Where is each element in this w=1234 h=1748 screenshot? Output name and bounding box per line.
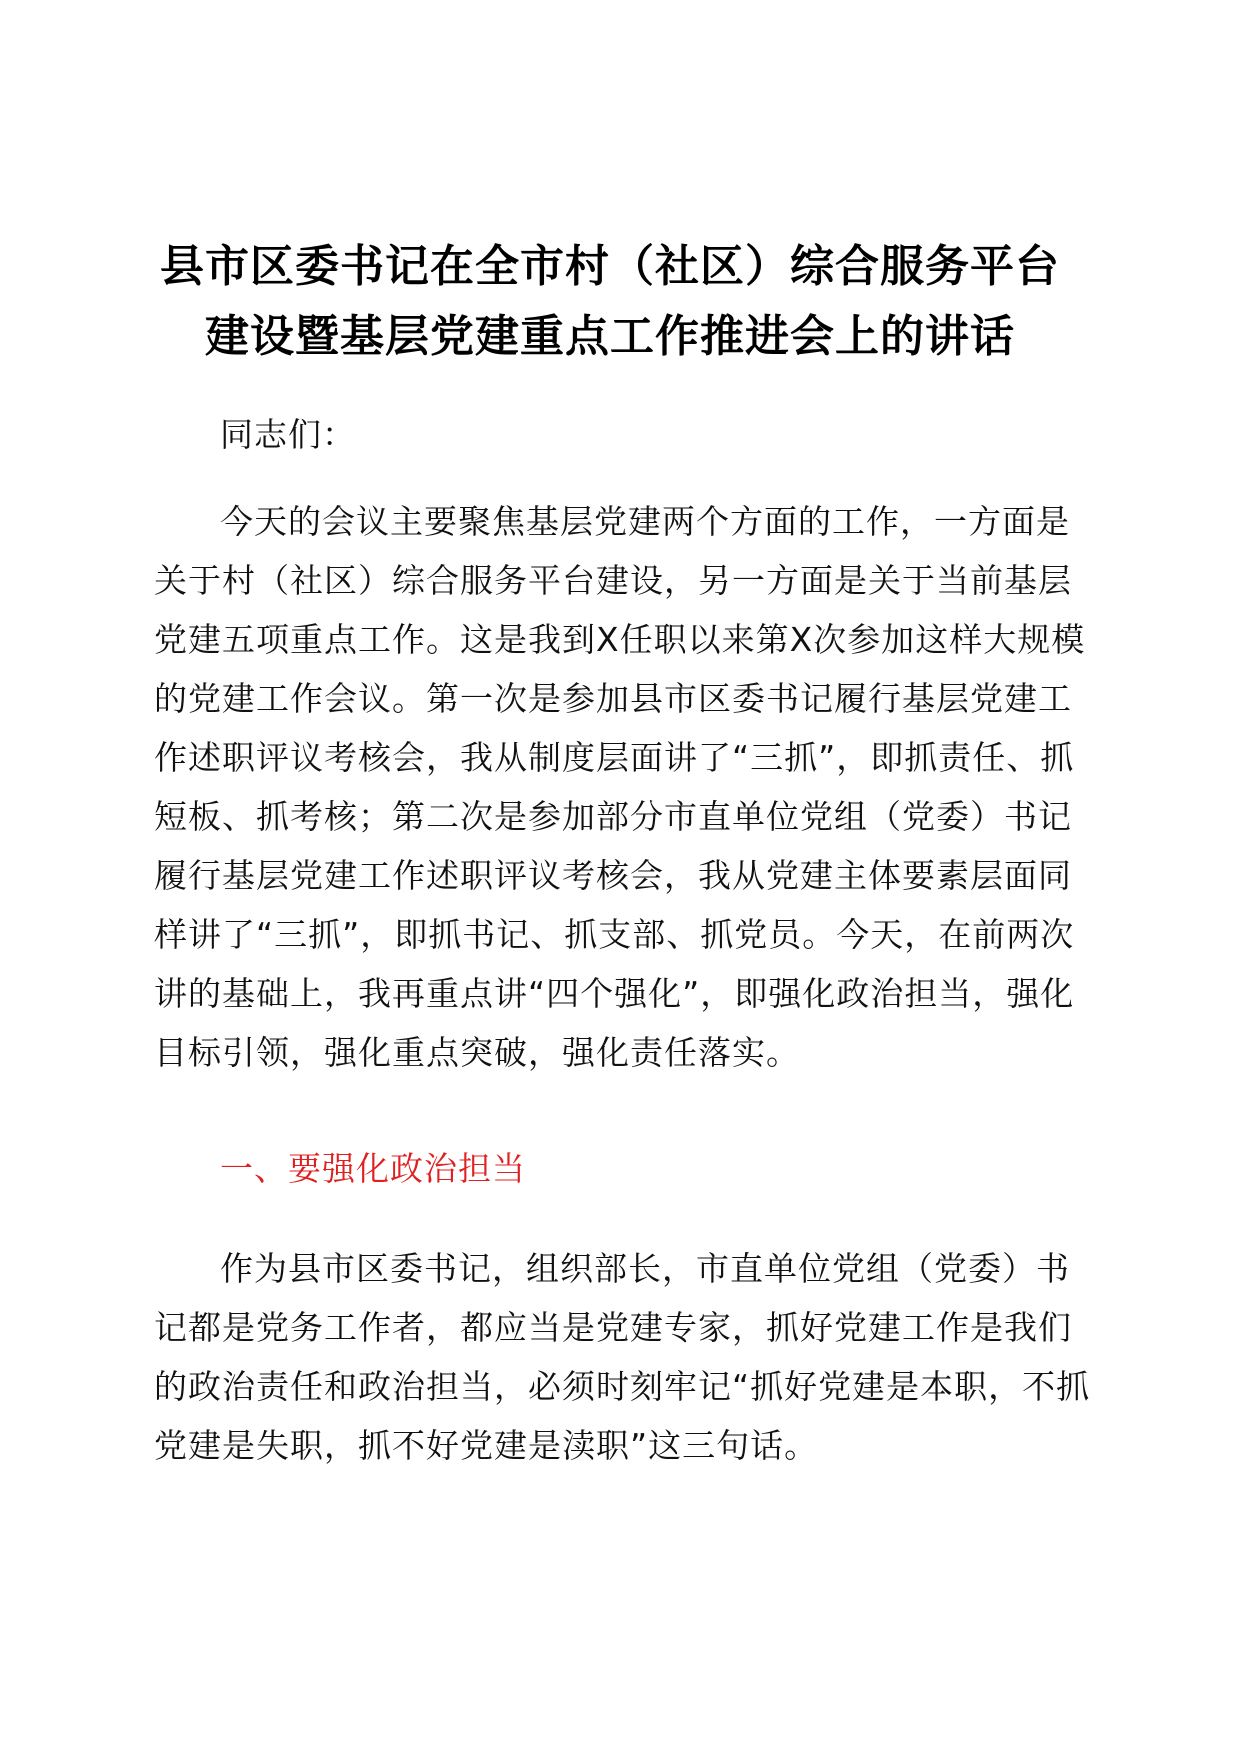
salutation: 同志们： bbox=[220, 415, 356, 454]
title-line-2: 建设暨基层党建重点工作推进会上的讲话 bbox=[205, 311, 1015, 362]
section-heading-1: 一、要强化政治担当 bbox=[220, 1149, 526, 1188]
title-line-1: 县市区委书记在全市村（社区）综合服务平台 bbox=[160, 241, 1060, 292]
document-title bbox=[140, 232, 1080, 372]
body-paragraph-1: 今天的会议主要聚焦基层党建两个方面的工作，一方面是关于村（社区）综合服务平台建设，另一方面是关于当前基层党建五项重点工作。这是我到X任职以来第X次参加这样大规模的党建工作会议。第一次是参加县市区委书记履行基层党建工作述职评议考核会，我从制度层面讲了“三抓”，即抓责任、抓短板、抓考核；第二次是参加部分市直单位党组（党委）书记履行基层党建工作述职评议考核会，我从党建主体要素层面同样讲了“三抓”，即抓书记、抓支部、抓党员。今天，在前两次讲的基础上，我再重点讲“四个强化”，即强化政治担当，强化目标引领，强化重点突破，强化责任落实。 bbox=[154, 502, 1086, 1072]
body-paragraph-2: 作为县市区委书记，组织部长，市直单位党组（党委）书记都是党务工作者，都应当是党建专家，抓好党建工作是我们的政治责任和政治担当，必须时刻牢记“抓好党建是本职，不抓党建是失职，抓不好党建是渎职”这三句话。 bbox=[154, 1249, 1091, 1465]
